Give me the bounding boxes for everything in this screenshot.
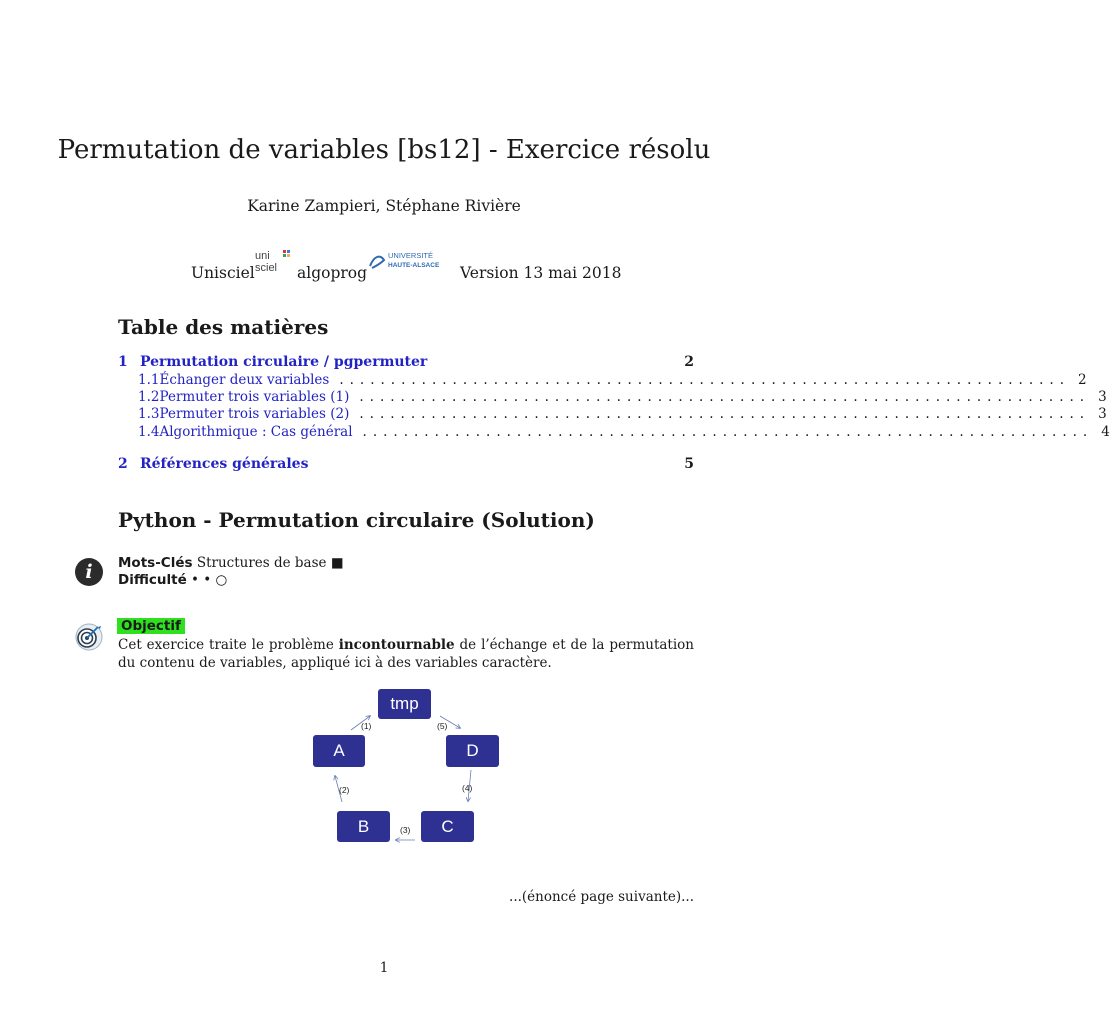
toc-entry-number: 1 [118, 354, 128, 370]
toc-entry-label: Permuter trois variables (1) [159, 389, 350, 405]
permutation-diagram [275, 684, 535, 846]
toc-heading: Table des matières [118, 315, 329, 339]
toc-entry-page: 2 [1078, 372, 1087, 388]
section-title: Python - Permutation circulaire (Solution) [118, 508, 595, 532]
unisciel-label: Unisciel [191, 264, 255, 282]
diagram-step-5: (5) [437, 721, 448, 731]
unisciel-logo-text-1: uni [255, 250, 270, 262]
toc-entry-page: 5 [684, 456, 694, 472]
uha-logo-text-2: HAUTE-ALSACE [388, 262, 440, 269]
objective-paragraph [118, 636, 694, 672]
toc-entry-1-1[interactable] [138, 372, 1087, 388]
diagram-step-2: (2) [339, 785, 350, 795]
diagram-node-b: B [337, 811, 390, 842]
difficulty-value: • • ○ [191, 572, 228, 588]
toc-entry-page: 3 [1098, 389, 1107, 405]
toc-entry-number: 2 [118, 456, 128, 472]
toc-entry-1-2[interactable] [138, 389, 1107, 405]
keywords-line [118, 555, 344, 571]
toc-leader-dots: ....................................................................... [359, 406, 1091, 422]
toc-leader-dots: ....................................................................... [339, 372, 1071, 388]
info-icon: i [75, 558, 103, 586]
toc-entry-1[interactable] [118, 354, 694, 370]
diagram-node-a: A [313, 735, 365, 767]
objective-text-after: de l’échange et de la permutation du contenu de variables, appliqué ici à des variables caractère. [118, 637, 694, 671]
toc-entry-label: Échanger deux variables [159, 372, 330, 388]
toc-entry-2[interactable] [118, 456, 694, 472]
keywords-label: Mots-Clés [118, 555, 193, 571]
toc-entry-number: 1.2 [138, 389, 160, 405]
objective-badge: Objectif [117, 618, 185, 634]
uha-logo [368, 250, 454, 272]
continuation-note: ...(énoncé page suivante)... [509, 889, 694, 905]
page-number: 1 [379, 960, 389, 976]
toc-entry-label: Permutation circulaire / pgpermuter [140, 354, 428, 370]
difficulty-label: Difficulté [118, 572, 187, 588]
diagram-node-tmp: tmp [378, 689, 431, 719]
toc-entry-page: 2 [684, 354, 694, 370]
diagram-step-3: (3) [400, 825, 411, 835]
unisciel-logo-text-2: sciel [255, 262, 278, 274]
diagram-step-4: (4) [462, 783, 473, 793]
toc-entry-label: Algorithmique : Cas général [159, 424, 353, 440]
diagram-step-1: (1) [361, 721, 372, 731]
objective-text-bold: incontournable [338, 637, 455, 653]
toc-entry-label: Références générales [140, 456, 309, 472]
toc-entry-1-3[interactable] [138, 406, 1107, 422]
diagram-node-d: D [446, 735, 499, 767]
toc-entry-number: 1.4 [138, 424, 160, 440]
keywords-value: Structures de base ■ [196, 555, 344, 571]
toc-entry-page: 4 [1101, 424, 1110, 440]
toc-leader-dots: ....................................................................... [362, 424, 1094, 440]
diagram-node-c: C [421, 811, 474, 842]
toc-entry-label: Permuter trois variables (2) [159, 406, 350, 422]
toc-entry-number: 1.1 [138, 372, 160, 388]
toc-entry-1-4[interactable] [138, 424, 1110, 440]
authors: Karine Zampieri, Stéphane Rivière [247, 197, 521, 215]
toc-leader-dots: ....................................................................... [359, 389, 1091, 405]
document-title: Permutation de variables [bs12] - Exercice résolu [57, 135, 711, 165]
difficulty-line [118, 572, 227, 588]
algoprog-label: algoprog [297, 264, 368, 282]
uha-logo-text-1: UNIVERSITÉ [388, 251, 434, 260]
toc-entry-page: 3 [1098, 406, 1107, 422]
unisciel-logo [254, 249, 296, 273]
version-label: Version 13 mai 2018 [460, 264, 622, 282]
objective-text-before: Cet exercice traite le problème [118, 637, 339, 653]
target-icon [74, 622, 104, 652]
toc-entry-number: 1.3 [138, 406, 160, 422]
